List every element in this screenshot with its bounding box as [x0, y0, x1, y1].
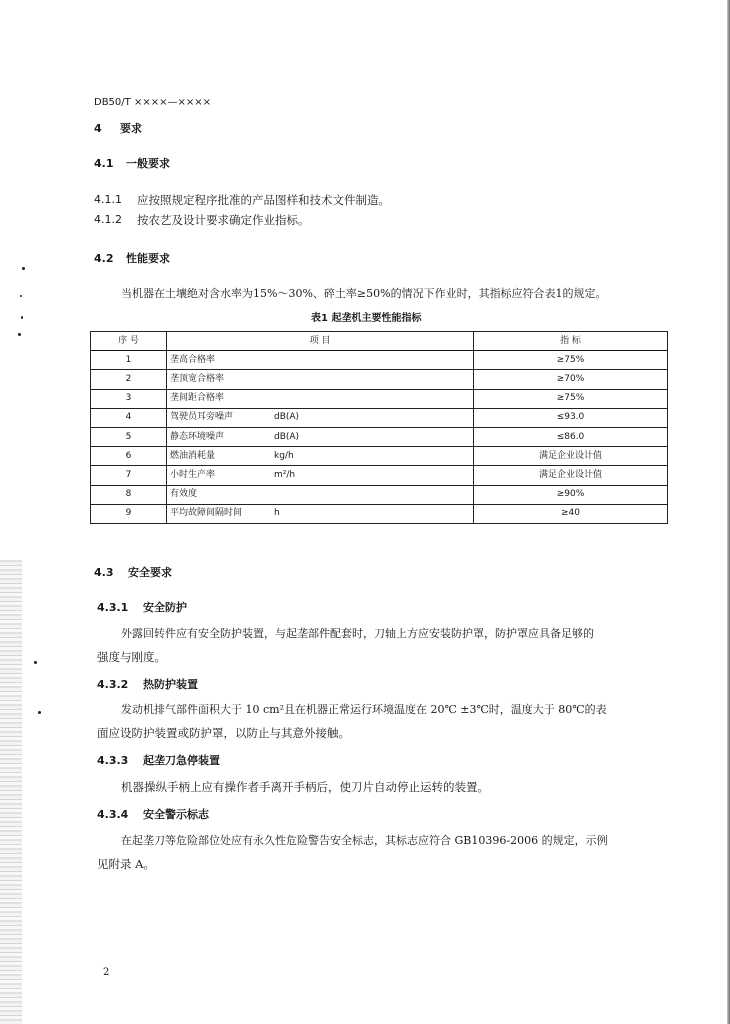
clause-4-3-2-number: 4.3.2 [97, 678, 129, 691]
item-unit: kg/h [274, 450, 294, 461]
row-item [167, 485, 474, 504]
row-number: 5 [91, 427, 167, 446]
row-number: 2 [91, 370, 167, 389]
row-number: 1 [91, 351, 167, 370]
scan-speck [18, 333, 21, 336]
row-number: 9 [91, 504, 167, 523]
table-row [91, 504, 668, 523]
row-value: ≥70% [474, 370, 668, 389]
item-unit: dB(A) [274, 431, 300, 442]
item-name: 燃油消耗量 [170, 450, 216, 461]
table-row [91, 351, 668, 370]
row-number: 6 [91, 447, 167, 466]
row-value: ≥90% [474, 485, 668, 504]
row-number: 7 [91, 466, 167, 485]
table-row [91, 466, 668, 485]
item-name: 垄顶宽合格率 [170, 373, 225, 384]
row-item [167, 408, 474, 427]
scan-speck [20, 295, 22, 297]
clause-4-3-2-line2: 面应设防护装置或防护罩，以防止与其意外接触。 [97, 726, 350, 740]
section-4-2-intro: 当机器在土壤绝对含水率为15%～30%、碎土率≥50%的情况下作业时，其指标应符合表1的规定。 [121, 287, 607, 300]
item-name: 有效度 [170, 489, 198, 500]
clause-4-1-1-text: 应按照规定程序批准的产品图样和技术文件制造。 [137, 193, 390, 207]
section-4-3-number: 4.3 [94, 566, 114, 579]
scan-speck [22, 267, 25, 270]
row-value: ≤86.0 [474, 427, 668, 446]
section-4-2-number: 4.2 [94, 252, 114, 265]
row-value: 满足企业设计值 [474, 447, 668, 466]
row-value: ≥40 [474, 504, 668, 523]
clause-4-3-2-title: 热防护装置 [143, 678, 198, 691]
scan-speck [38, 711, 41, 714]
page-number: 2 [103, 967, 110, 978]
clause-4-3-3-number: 4.3.3 [97, 754, 129, 767]
table-row [91, 370, 668, 389]
item-unit [274, 390, 334, 407]
item-name: 垄高合格率 [170, 354, 216, 365]
table-row [91, 447, 668, 466]
row-item [167, 370, 474, 389]
clause-4-3-4-number: 4.3.4 [97, 808, 129, 821]
item-name: 垄间距合格率 [170, 393, 225, 404]
performance-table [90, 331, 668, 524]
row-item [167, 504, 474, 523]
scan-speck [21, 316, 23, 319]
item-name: 小时生产率 [170, 469, 216, 480]
clause-4-3-4-title: 安全警示标志 [143, 808, 209, 821]
table-row [91, 408, 668, 427]
clause-4-1-2-number: 4.1.2 [94, 213, 122, 226]
item-name: 静态环境噪声 [170, 431, 225, 442]
clause-4-3-4-line2: 见附录 A。 [97, 857, 155, 871]
item-unit [274, 486, 334, 503]
row-value: ≥75% [474, 389, 668, 408]
section-4-number: 4 [94, 122, 102, 135]
clause-4-3-1-line2: 强度与刚度。 [97, 650, 166, 664]
row-item [167, 447, 474, 466]
section-4-2-title: 性能要求 [126, 252, 170, 265]
scan-edge-noise [0, 560, 22, 1024]
section-4-title: 要求 [120, 122, 142, 135]
item-name: 平均故障间隔时间 [170, 508, 243, 519]
clause-4-3-1-line1: 外露回转件应有安全防护装置，与起垄部件配套时，刀轴上方应安装防护罩，防护罩应具备足够的 [121, 627, 594, 640]
clause-4-3-1-title: 安全防护 [143, 601, 187, 614]
item-name: 驾驶员耳旁噪声 [170, 412, 234, 423]
table-1-caption: 表1 起垄机主要性能指标 [311, 313, 422, 324]
row-number: 8 [91, 485, 167, 504]
col-header-item: 项 目 [167, 332, 474, 351]
scan-speck [34, 661, 37, 664]
row-item [167, 389, 474, 408]
col-header-no: 序 号 [91, 332, 167, 351]
clause-4-3-2-line1: 发动机排气部件面积大于 10 cm²且在机器正常运行环境温度在 20℃ ±3℃时，温度大于 80℃的表 [121, 703, 607, 716]
table-header-row [91, 332, 668, 351]
item-unit [274, 371, 334, 388]
clause-4-1-1-number: 4.1.1 [94, 193, 122, 206]
section-4-1-title: 一般要求 [126, 157, 170, 170]
table-row [91, 389, 668, 408]
col-header-value: 指 标 [474, 332, 668, 351]
row-value: ≤93.0 [474, 408, 668, 427]
document-code: DB50/T ××××—×××× [94, 97, 211, 108]
row-number: 3 [91, 389, 167, 408]
row-value: 满足企业设计值 [474, 466, 668, 485]
row-item [167, 351, 474, 370]
row-value: ≥75% [474, 351, 668, 370]
clause-4-3-4-line1: 在起垄刀等危险部位处应有永久性危险警告安全标志，其标志应符合 GB10396-2006 的规定，示例 [121, 834, 608, 847]
section-4-3-title: 安全要求 [128, 566, 172, 579]
item-unit: h [274, 508, 280, 519]
clause-4-3-1-number: 4.3.1 [97, 601, 129, 614]
table-row [91, 485, 668, 504]
section-4-1-number: 4.1 [94, 157, 114, 170]
clause-4-3-3-line1: 机器操纵手柄上应有操作者手离开手柄后，使刀片自动停止运转的装置。 [121, 780, 489, 794]
row-number: 4 [91, 408, 167, 427]
item-unit: m²/h [274, 469, 296, 480]
row-item [167, 466, 474, 485]
item-unit: dB(A) [274, 412, 300, 423]
row-item [167, 427, 474, 446]
clause-4-3-3-title: 起垄刀急停装置 [143, 754, 220, 767]
table-row [91, 427, 668, 446]
clause-4-1-2-text: 按农艺及设计要求确定作业指标。 [137, 213, 310, 227]
item-unit [274, 352, 334, 369]
